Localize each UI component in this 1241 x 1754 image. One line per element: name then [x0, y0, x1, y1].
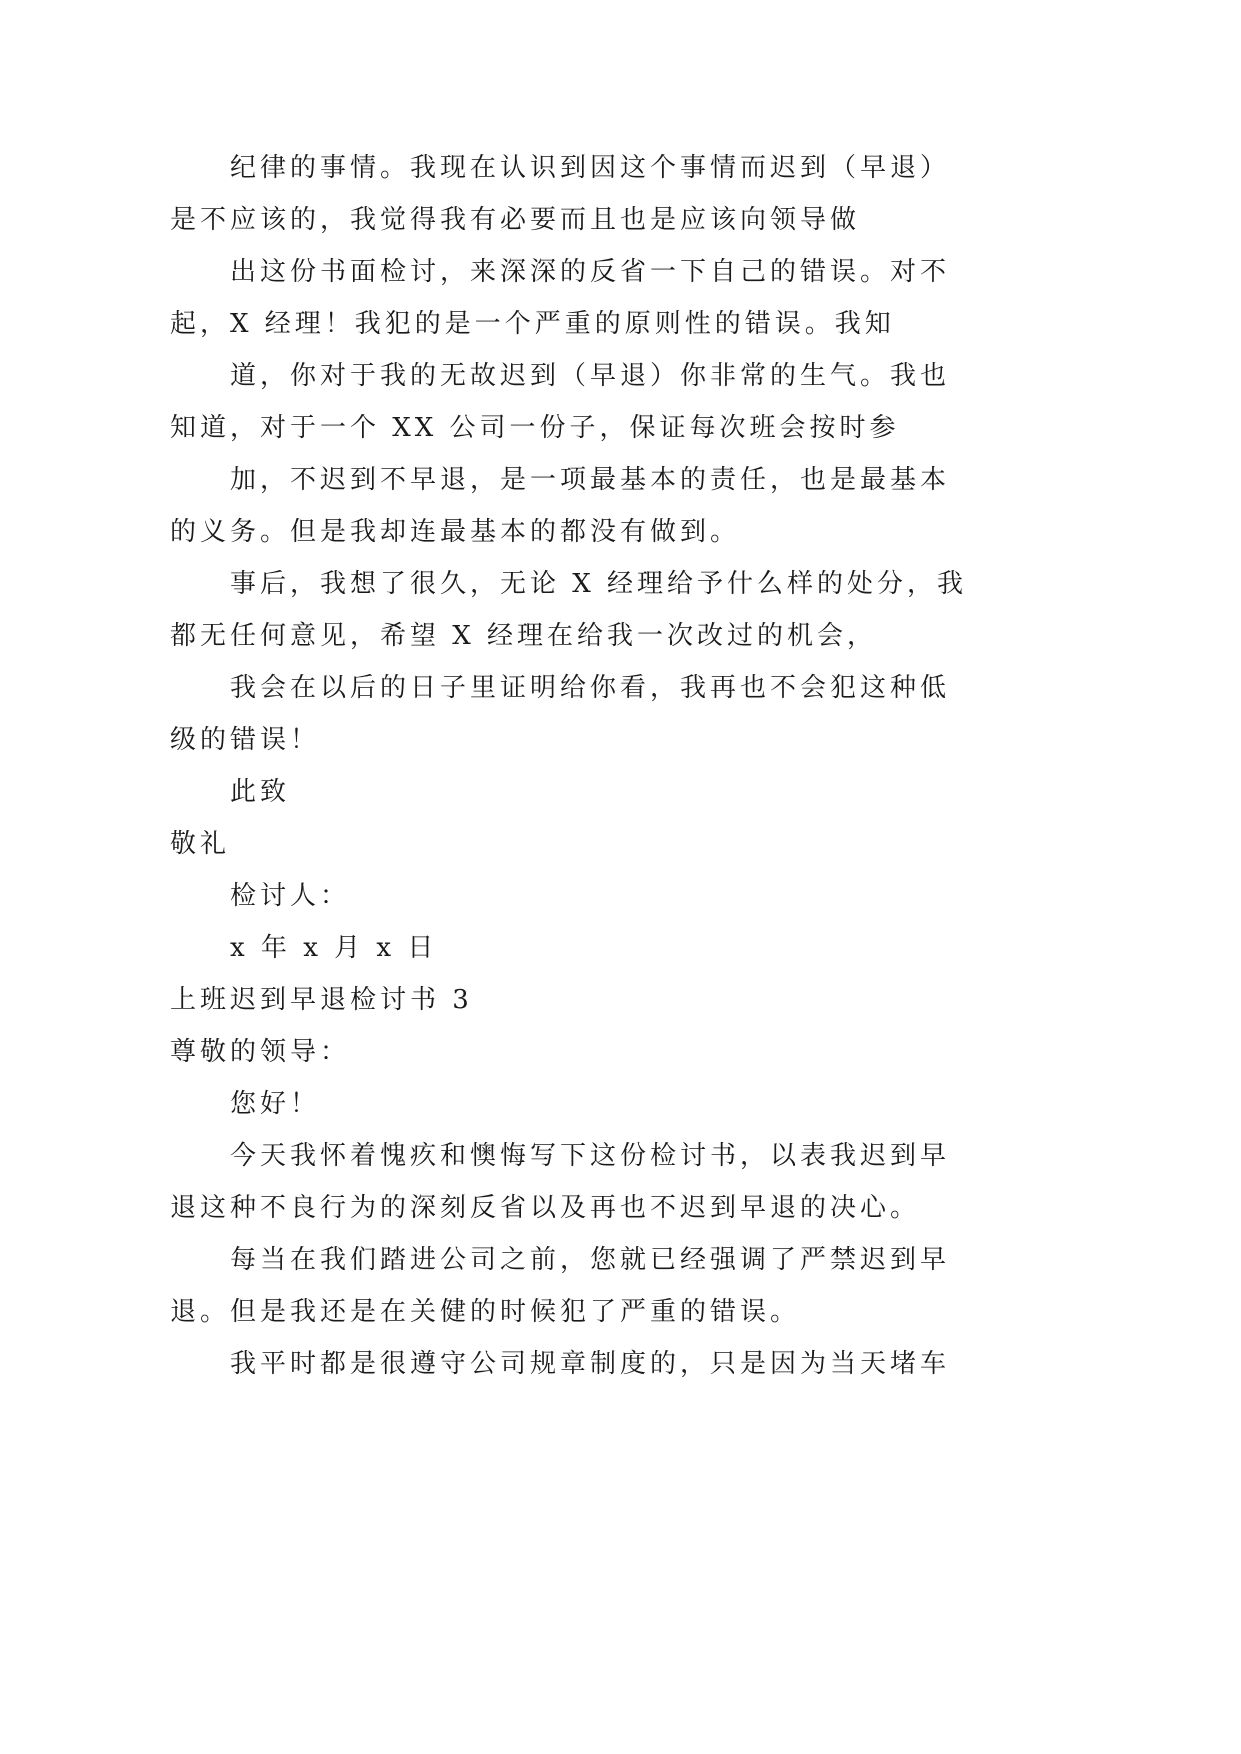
paragraph-line: 今天我怀着愧疚和懊悔写下这份检讨书，以表我迟到早	[230, 1141, 951, 1171]
paragraph-line: 每当在我们踏进公司之前，您就已经强调了严禁迟到早	[230, 1245, 951, 1275]
salutation: 尊敬的领导：	[170, 1037, 351, 1067]
signature-label: 检讨人：	[230, 881, 351, 911]
paragraph-line: 知道，对于一个 XX 公司一份子，保证每次班会按时参	[170, 413, 900, 443]
paragraph-line: 起，X 经理！我犯的是一个严重的原则性的错误。我知	[170, 309, 895, 339]
paragraph-line: 纪律的事情。我现在认识到因这个事情而迟到（早退）	[230, 153, 951, 183]
closing-salutation: 此致	[230, 777, 291, 807]
section-title: 上班迟到早退检讨书 3	[170, 985, 473, 1015]
paragraph-line: 我平时都是很遵守公司规章制度的，只是因为当天堵车	[230, 1349, 951, 1379]
paragraph-line: 的义务。但是我却连最基本的都没有做到。	[170, 517, 741, 547]
paragraph-line: 加，不迟到不早退，是一项最基本的责任，也是最基本	[230, 465, 951, 495]
document-body	[170, 142, 990, 1390]
greeting: 您好！	[230, 1089, 321, 1119]
paragraph-line: 事后，我想了很久，无论 X 经理给予什么样的处分，我	[230, 569, 968, 599]
paragraph-line: 道，你对于我的无故迟到（早退）你非常的生气。我也	[230, 361, 951, 391]
paragraph-line: 级的错误！	[170, 725, 321, 755]
paragraph-line: 是不应该的，我觉得我有必要而且也是应该向领导做	[170, 205, 861, 235]
date-line: x 年 x 月 x 日	[230, 933, 438, 963]
paragraph-line: 我会在以后的日子里证明给你看，我再也不会犯这种低	[230, 673, 951, 703]
paragraph-line: 都无任何意见，希望 X 经理在给我一次改过的机会，	[170, 621, 878, 651]
paragraph-line: 退。但是我还是在关健的时候犯了严重的错误。	[170, 1297, 801, 1327]
paragraph-line: 退这种不良行为的深刻反省以及再也不迟到早退的决心。	[170, 1193, 921, 1223]
closing-regards: 敬礼	[170, 829, 231, 859]
paragraph-line: 出这份书面检讨，来深深的反省一下自己的错误。对不	[230, 257, 951, 287]
